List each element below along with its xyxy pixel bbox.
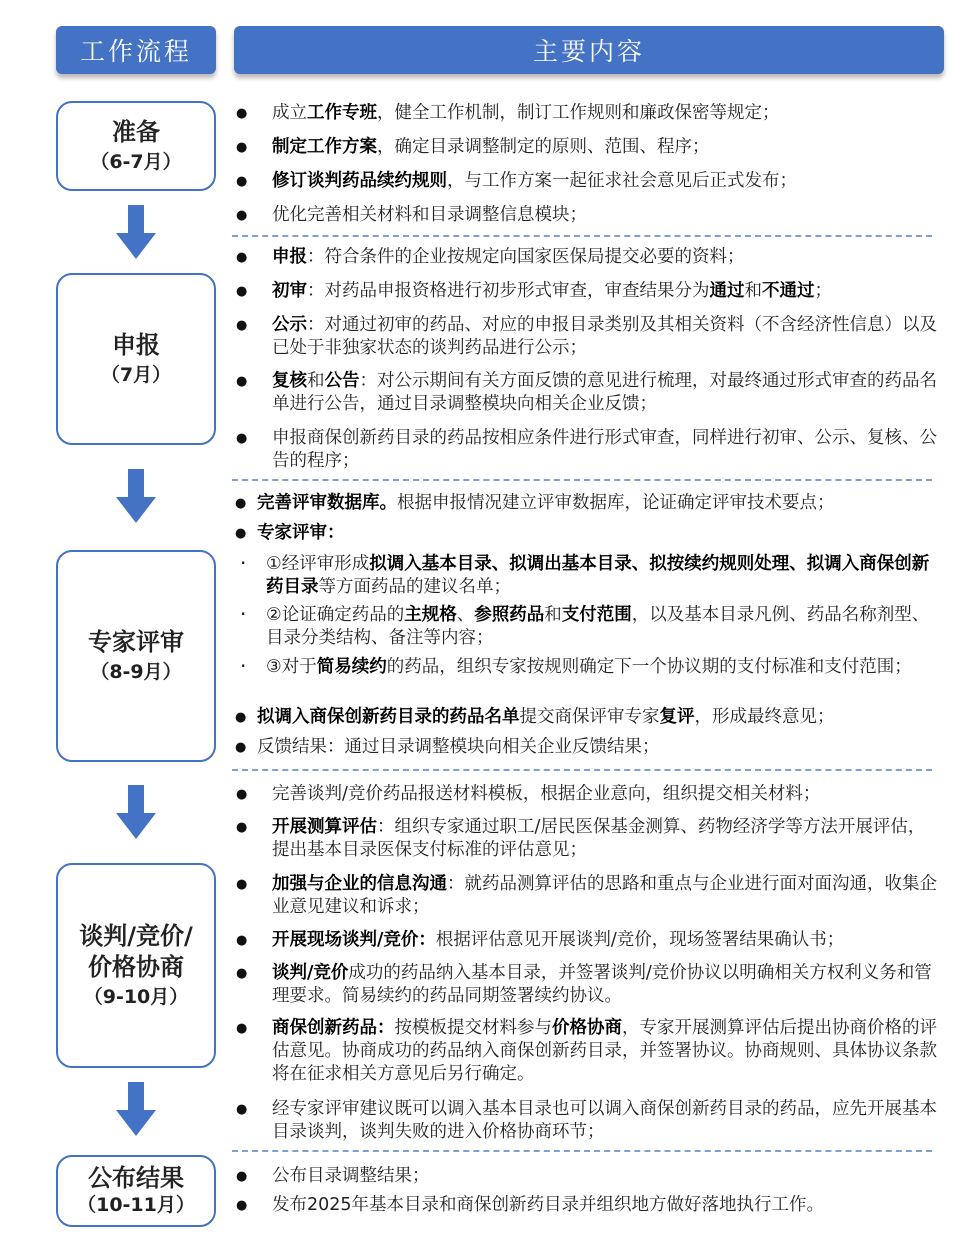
text: 完善谈判/竞价药品报送材料模板，根据企业意向，组织提交相关材料； bbox=[272, 784, 821, 804]
bullet-item bbox=[272, 370, 942, 416]
bullet-item bbox=[272, 1098, 942, 1144]
bold-text: 制定工作方案 bbox=[272, 137, 377, 157]
bold-text: 专家评审： bbox=[257, 523, 345, 543]
text: 、 bbox=[456, 605, 475, 625]
text: 和 bbox=[744, 281, 762, 301]
text: 等方面药品的建议名单； bbox=[318, 577, 511, 597]
stage-negotiation bbox=[56, 863, 216, 1068]
bold-text: 修订谈判药品续约规则 bbox=[272, 171, 447, 191]
text: ：组织专家通过职工/居民医保基金测算、药物经济学等方法开展评估，提出基本目录医保支付标准的评估意见； bbox=[272, 817, 926, 860]
text: ：对通过初审的药品、对应的申报目录类别及其相关资料（不含经济性信息）以及已处于非独家状态的谈判药品进行公示； bbox=[272, 315, 937, 358]
text: 公布目录调整结果； bbox=[272, 1166, 430, 1186]
text: ：符合条件的企业按规定向国家医保局提交必要的资料； bbox=[307, 247, 745, 267]
bullet-item bbox=[257, 736, 942, 759]
text: 提交商保评审专家 bbox=[519, 707, 660, 727]
text: ：对药品申报资格进行初步形式审查，审查结果分为 bbox=[307, 281, 710, 301]
stage-application bbox=[56, 273, 216, 445]
bullet-item bbox=[272, 314, 942, 360]
text: 反馈结果：通过目录调整模块向相关企业反馈结果； bbox=[257, 737, 660, 757]
text: 和 bbox=[307, 371, 325, 391]
bold-text: 不通过 bbox=[762, 281, 815, 301]
sub-bullet-item bbox=[266, 553, 942, 599]
bullet-item bbox=[272, 1194, 942, 1217]
text: 经专家评审建议既可以调入基本目录也可以调入商保创新药目录的药品，应先开展基本目录谈判，谈判失败的进入价格协商环节； bbox=[272, 1099, 937, 1142]
stage-period: （10-11月） bbox=[77, 1193, 195, 1216]
bold-text: 拟调入基本目录、拟调出基本目录、拟按续约规则处理、拟调入商保创新药目录 bbox=[266, 554, 930, 597]
bullet-item bbox=[272, 783, 942, 806]
bold-text: 公示 bbox=[272, 315, 307, 335]
text: 发布2025年基本目录和商保创新药目录并组织地方做好落地执行工作。 bbox=[272, 1195, 825, 1215]
bullet-item bbox=[272, 246, 942, 269]
stage-name: 准备 bbox=[112, 117, 160, 146]
section-divider bbox=[232, 769, 932, 771]
bold-text: 价格协商 bbox=[552, 1018, 622, 1038]
bullet-item bbox=[272, 102, 942, 125]
text: 的药品，组织专家按规则确定下一个协议期的支付标准和支付范围； bbox=[386, 657, 912, 677]
text: ，确定目录调整制定的原则、范围、程序； bbox=[377, 137, 710, 157]
arrow-down-icon bbox=[116, 785, 156, 839]
text: ①经评审形成 bbox=[266, 554, 370, 574]
bullet-item bbox=[272, 427, 942, 473]
text: ，健全工作机制，制订工作规则和廉政保密等规定； bbox=[377, 103, 780, 123]
bold-text: 通过 bbox=[709, 281, 745, 301]
bullet-item bbox=[272, 1165, 942, 1188]
bold-text: 开展测算评估 bbox=[272, 817, 377, 837]
section-divider bbox=[232, 1150, 932, 1152]
stage-expert-review bbox=[56, 550, 216, 762]
stage-period: （7月） bbox=[100, 363, 172, 386]
bold-text: 初审 bbox=[272, 281, 307, 301]
text: 成立 bbox=[272, 103, 307, 123]
bullet-item bbox=[257, 706, 942, 729]
header-main-content: 主要内容 bbox=[234, 26, 944, 74]
stage-name: 申报 bbox=[112, 330, 160, 359]
bullet-item bbox=[272, 136, 942, 159]
stage-name: 公布结果 bbox=[88, 1163, 184, 1192]
bullet-item bbox=[257, 492, 942, 515]
bold-text: 加强与企业的信息沟通 bbox=[272, 874, 447, 894]
text: 按模板提交材料参与 bbox=[394, 1018, 552, 1038]
text: ，专家开展测算评估后提出协商价格的评估意见。协商成功的药品纳入商保创新药目录，并签署协议。协商规则、具体协议条款将在征求相关方意见后另行确定。 bbox=[272, 1018, 937, 1084]
bold-text: 主规格 bbox=[404, 605, 457, 625]
section-divider bbox=[232, 479, 932, 481]
stage-name: 专家评审 bbox=[88, 627, 184, 656]
bullet-item bbox=[272, 962, 942, 1008]
text: 根据评估意见开展谈判/竞价，现场签署结果确认书； bbox=[435, 930, 845, 950]
bold-text: 复评 bbox=[659, 707, 695, 727]
text: ②论证确定药品的 bbox=[266, 605, 405, 625]
text: ：就药品测算评估的思路和重点与企业进行面对面沟通，收集企业意见建议和诉求； bbox=[272, 874, 937, 917]
text: ，与工作方案一起征求社会意见后正式发布； bbox=[447, 171, 797, 191]
stage-preparation bbox=[56, 101, 216, 191]
text: 根据申报情况建立评审数据库，论证确定评审技术要点； bbox=[397, 493, 835, 513]
arrow-down-icon bbox=[116, 469, 156, 523]
sub-bullet-item bbox=[266, 604, 942, 650]
bullet-item bbox=[272, 170, 942, 193]
stage-name: 谈判/竞价/价格协商 bbox=[79, 921, 193, 981]
text: ：对公示期间有关方面反馈的意见进行梳理，对最终通过形式审查的药品名单进行公告，通过目录调整模块向相关企业反馈； bbox=[272, 371, 937, 414]
text: ，以及基本目录凡例、药品名称剂型、目录分类结构、备注等内容； bbox=[266, 605, 930, 648]
bold-text: 公告 bbox=[324, 371, 360, 391]
text: 成功的药品纳入基本目录，并签署谈判/竞价协议以明确相关方权利义务和管理要求。简易续约的药品同期签署续约协议。 bbox=[272, 963, 932, 1006]
bullet-item bbox=[272, 1017, 942, 1086]
bullet-item bbox=[272, 204, 942, 227]
text: ； bbox=[814, 281, 832, 301]
stage-period: （9-10月） bbox=[83, 985, 189, 1008]
stage-period: （8-9月） bbox=[90, 660, 182, 683]
arrow-down-icon bbox=[116, 205, 156, 259]
text: 优化完善相关材料和目录调整信息模块； bbox=[272, 205, 587, 225]
bold-text: 支付范围 bbox=[561, 605, 632, 625]
bold-text: 简易续约 bbox=[316, 657, 387, 677]
stage-period: （6-7月） bbox=[90, 150, 182, 173]
bold-text: 拟调入商保创新药目录的药品名单 bbox=[257, 707, 520, 727]
bold-text: 开展现场谈判/竞价： bbox=[272, 930, 436, 950]
section-divider bbox=[232, 235, 932, 237]
bold-text: 参照药品 bbox=[474, 605, 545, 625]
bold-text: 复核 bbox=[272, 371, 307, 391]
header-workflow: 工作流程 bbox=[56, 26, 216, 74]
bullet-item bbox=[272, 816, 942, 862]
arrow-down-icon bbox=[116, 1082, 156, 1136]
bold-text: 完善评审数据库。 bbox=[257, 493, 397, 513]
bold-text: 商保创新药品： bbox=[272, 1018, 395, 1038]
bold-text: 申报 bbox=[272, 247, 307, 267]
text: 和 bbox=[544, 605, 562, 625]
sub-bullet-item bbox=[266, 656, 942, 679]
bullet-item bbox=[272, 280, 942, 303]
text: 申报商保创新药目录的药品按相应条件进行形式审查，同样进行初审、公示、复核、公告的程序； bbox=[272, 428, 937, 471]
text: ，形成最终意见； bbox=[694, 707, 835, 727]
bullet-item bbox=[272, 873, 942, 919]
bold-text: 工作专班 bbox=[307, 103, 377, 123]
text: ③对于 bbox=[266, 657, 317, 677]
bullet-item bbox=[257, 522, 942, 545]
stage-publish-results bbox=[56, 1155, 216, 1227]
bold-text: 谈判/竞价 bbox=[272, 963, 349, 983]
bullet-item bbox=[272, 929, 942, 952]
